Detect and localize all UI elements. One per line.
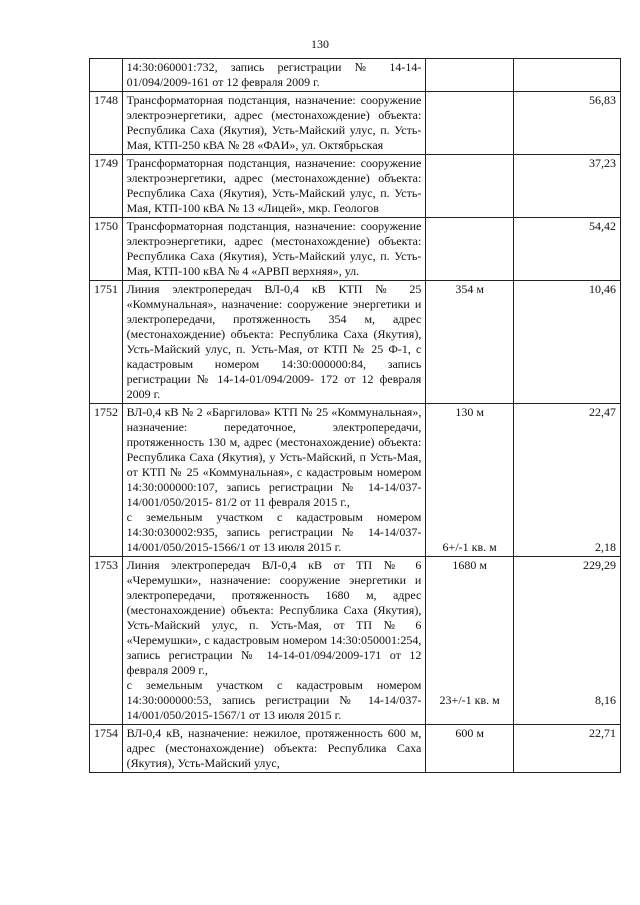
row-value: [513, 557, 620, 725]
row-description: 14:30:060001:732, запись регистрации № 14-14-01/094/2009-161 от 12 февраля 2009 г.: [122, 59, 426, 92]
row-description: Трансформаторная подстанция, назначение: сооружение электроэнергетики, адрес (местонахождение) объекта: Республика Саха (Якутия), Усть-Майский улус, п. Усть-Мая, КТП-250 кВА № 28 «ФАИ», ул. Октябрьская: [122, 92, 426, 155]
object-value: 22,47: [589, 405, 616, 419]
row-number: 1748: [90, 92, 123, 155]
row-length: [426, 557, 514, 725]
row-number: 1753: [90, 557, 123, 725]
object-description: Линия электропередач ВЛ-0,4 кВ от ТП № 6 «Черемушки», назначение: сооружение энергетики и электропередачи, протяженность 1680 м, адрес (местонахождение) объекта: Республика Саха (Якутия), Усть-Майский улус, п. Усть-Мая, от ТП № 6 «Черемушки», с кадастровым номером 14:30:050001:254, запись регистрации № 14-14-01/094/2009-171 от 12 февраля 2009 г.,: [126, 558, 422, 677]
land-plot-value: 2,18: [595, 540, 616, 554]
row-value: [513, 59, 620, 92]
row-length: [426, 155, 514, 218]
land-plot-description: с земельным участком с кадастровым номером 14:30:000000:53, запись регистрации № 14-14/037-14/001/050/2015-1567/1 от 13 июля 2015 г.: [126, 678, 422, 722]
land-plot-description: с земельным участком с кадастровым номером 14:30:030002:935, запись регистрации № 14-14/037-14/001/050/2015-1566/1 от 13 июля 2015 г.: [126, 510, 422, 554]
row-value: 37,23: [513, 155, 620, 218]
land-plot-value: 8,16: [595, 693, 616, 707]
row-value: 22,71: [513, 725, 620, 773]
row-length: [426, 404, 514, 557]
object-description: ВЛ-0,4 кВ № 2 «Баргилова» КТП № 25 «Коммунальная», назначение: передаточное, электропередачи, протяженность 130 м, адрес (местонахождение) объекта: Республика Саха (Якутия), у Усть-Майский, п Усть-Мая, от КТП № 25 «Коммунальная», с кадастровым номером 14:30:000000:107, запись регистрации № 14-14/037-14/001/050/2015- 81/2 от 11 февраля 2015 г.,: [126, 405, 422, 509]
table-row: [90, 92, 621, 155]
row-number: 1754: [90, 725, 123, 773]
row-length: 354 м: [426, 281, 514, 404]
table-row: [90, 281, 621, 404]
spacer: [518, 420, 616, 540]
row-length: [426, 92, 514, 155]
row-description: Трансформаторная подстанция, назначение: сооружение электроэнергетики, адрес (местонахождение) объекта: Республика Саха (Якутия), Усть-Майский улус, п. Усть-Мая, КТП-100 кВА № 13 «Лицей», мкр. Геологов: [122, 155, 426, 218]
row-value: 10,46: [513, 281, 620, 404]
row-value: 54,42: [513, 218, 620, 281]
land-plot-area: 6+/-1 кв. м: [442, 540, 497, 554]
land-plot-area: 23+/-1 кв. м: [439, 693, 500, 707]
table-row: [90, 155, 621, 218]
row-number: 1750: [90, 218, 123, 281]
object-length: 1680 м: [452, 558, 487, 572]
object-value: 229,29: [583, 558, 616, 572]
row-value: 56,83: [513, 92, 620, 155]
table-row: [90, 557, 621, 725]
row-length: [426, 218, 514, 281]
row-description: [122, 404, 426, 557]
table-row: [90, 218, 621, 281]
spacer: [430, 420, 509, 540]
object-length: 130 м: [455, 405, 484, 419]
row-length: [426, 59, 514, 92]
spacer: [430, 573, 509, 693]
spacer: [518, 573, 616, 693]
row-number: 1749: [90, 155, 123, 218]
table-row: [90, 404, 621, 557]
row-number: [90, 59, 123, 92]
row-number: 1751: [90, 281, 123, 404]
row-description: ВЛ-0,4 кВ, назначение: нежилое, протяженность 600 м, адрес (местонахождение) объекта: Республика Саха (Якутия), Усть-Майский улус,: [122, 725, 426, 773]
registry-table: [89, 58, 621, 773]
table-row: [90, 59, 621, 92]
row-description: [122, 557, 426, 725]
row-value: [513, 404, 620, 557]
table-row: [90, 725, 621, 773]
row-description: Линия электропередач ВЛ-0,4 кВ КТП № 25 «Коммунальная», назначение: сооружение энергетики и электропередачи, протяженность 354 м, адрес (местонахождение) объекта: Республика Саха (Якутия), Усть-Майский улус, п. Усть-Мая, от КТП № 25 Ф-1, с кадастровым номером 14:30:000000:84, запись регистрации № 14-14-01/094/2009- 172 от 12 февраля 2009 г.: [122, 281, 426, 404]
row-description: Трансформаторная подстанция, назначение: сооружение электроэнергетики, адрес (местонахождение) объекта: Республика Саха (Якутия), Усть-Майский улус, п. Усть-Мая, КТП-100 кВА № 4 «АРВП верхняя», ул.: [122, 218, 426, 281]
row-number: 1752: [90, 404, 123, 557]
row-length: 600 м: [426, 725, 514, 773]
page-number: 130: [311, 37, 329, 51]
